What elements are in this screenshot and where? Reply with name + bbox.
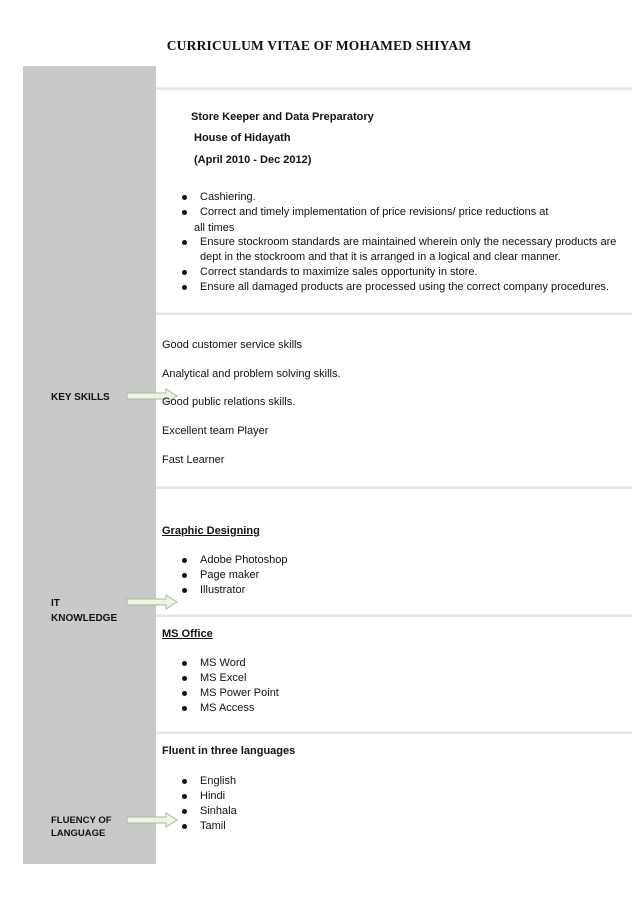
section-divider [156, 614, 632, 617]
key-skill-item: Fast Learner [162, 454, 225, 466]
section-divider [156, 486, 632, 489]
list-item: Hindi [182, 789, 482, 804]
list-item: Adobe Photoshop [182, 553, 482, 568]
key-skills-label: KEY SKILLS [51, 392, 110, 403]
graphic-designing-heading: Graphic Designing [162, 525, 260, 537]
list-item: Cashiering. [182, 190, 632, 205]
list-item: Correct standards to maximize sales opportunity in store. [182, 265, 632, 280]
fluency-label [51, 814, 131, 840]
fluency-label-line1: FLUENCY OF [51, 815, 112, 826]
ms-office-list [182, 656, 482, 716]
fluency-label-line2: LANGUAGE [51, 828, 106, 839]
list-item: MS Power Point [182, 686, 482, 701]
list-item: English [182, 774, 482, 789]
list-item: Illustrator [182, 583, 482, 598]
list-item: MS Excel [182, 671, 482, 686]
section-divider [156, 312, 632, 315]
it-knowledge-label-line2: KNOWLEDGE [51, 613, 118, 624]
list-item: Ensure stockroom standards are maintained wherein only the necessary products are [182, 235, 632, 250]
job-duties-list [182, 190, 632, 220]
section-divider [156, 87, 632, 90]
list-item: Correct and timely implementation of price revisions/ price reductions at [182, 205, 632, 220]
fluency-arrow-icon [126, 812, 178, 828]
key-skill-item: Excellent team Player [162, 425, 269, 437]
job-duties-list-3 [182, 265, 632, 295]
job-duty-continuation: all times [194, 222, 235, 234]
ms-office-heading: MS Office [162, 628, 213, 640]
it-knowledge-arrow-icon [126, 594, 178, 610]
key-skill-item: Good customer service skills [162, 339, 302, 351]
languages-list [182, 774, 482, 834]
job-duties-list-2 [182, 235, 632, 250]
left-sidebar [23, 66, 156, 864]
languages-heading: Fluent in three languages [162, 745, 296, 757]
list-item: Tamil [182, 819, 482, 834]
job-duty-continuation: dept in the stockroom and that it is arranged in a logical and clear manner. [200, 251, 561, 263]
key-skill-item: Good public relations skills. [162, 396, 296, 408]
it-knowledge-label-line1: IT [51, 598, 60, 609]
list-item: MS Access [182, 701, 482, 716]
key-skill-item: Analytical and problem solving skills. [162, 368, 341, 380]
list-item: Page maker [182, 568, 482, 583]
list-item: Ensure all damaged products are processed using the correct company procedures. [182, 280, 632, 295]
job-period: (April 2010 - Dec 2012) [194, 154, 312, 166]
job-company: House of Hidayath [194, 132, 291, 144]
it-knowledge-label [51, 596, 131, 626]
job-position: Store Keeper and Data Preparatory [191, 111, 374, 123]
list-item: Sinhala [182, 804, 482, 819]
document-title: CURRICULUM VITAE OF MOHAMED SHIYAM [166, 38, 472, 53]
section-divider [156, 731, 632, 734]
list-item: MS Word [182, 656, 482, 671]
graphic-tools-list [182, 553, 482, 598]
